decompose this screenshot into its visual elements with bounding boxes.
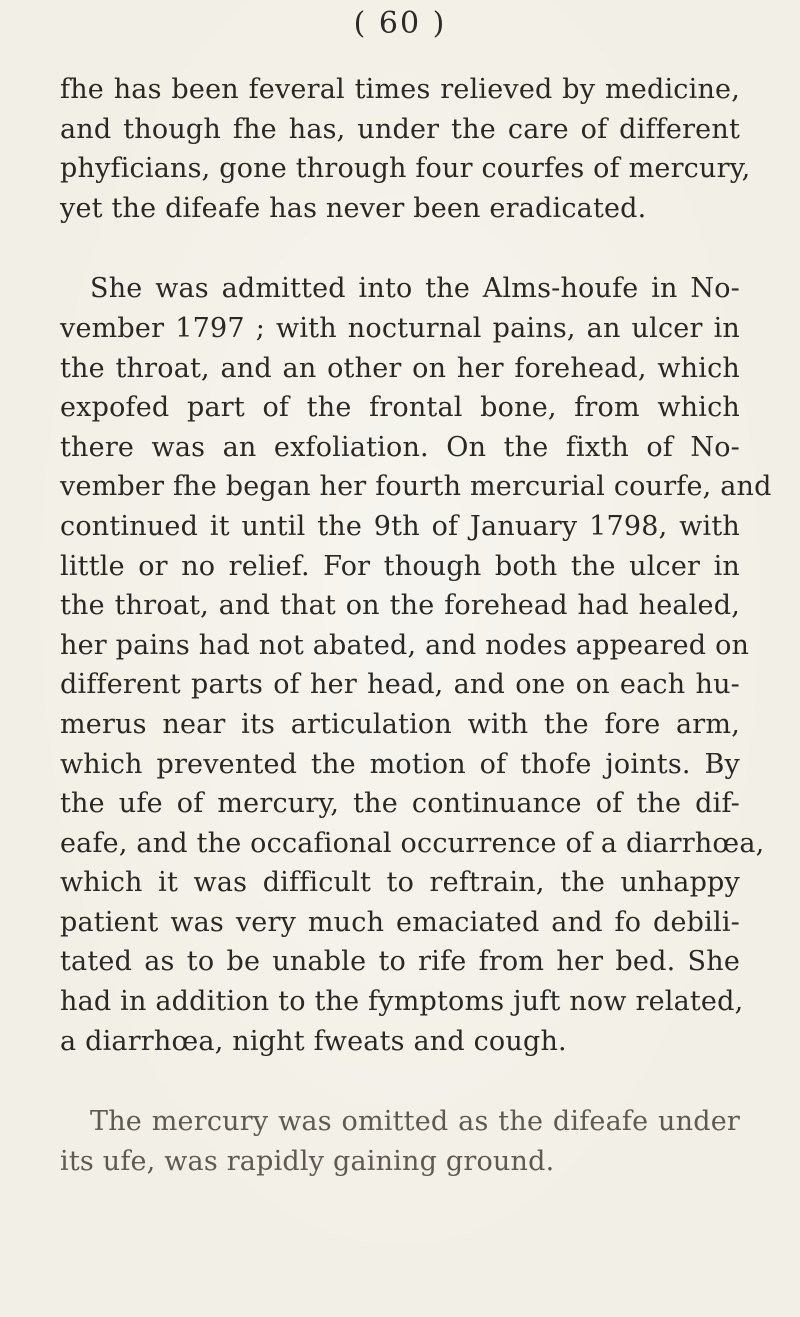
text-line: her pains had not abated, and nodes appeared on (60, 629, 750, 661)
text-line: the ufe of mercury, the continuance of the dif- (60, 788, 740, 820)
text-line: patient was very much emaciated and fo debili- (60, 906, 740, 938)
text-line: vember fhe began her fourth mercurial courfe, and (60, 471, 772, 503)
text-line: the throat, and that on the forehead had healed, (60, 590, 740, 622)
text-line: fhe has been feveral times relieved by medicine, (60, 74, 740, 105)
text-line: its ufe, was rapidly gaining ground. (60, 1145, 555, 1177)
paragraph-gap (60, 228, 740, 269)
text-line: which prevented the motion of thofe joints. By (60, 748, 740, 780)
text-line: yet the difeafe has never been eradicated. (60, 192, 647, 224)
text-line: and though fhe has, under the care of different (60, 113, 740, 145)
text-line: expofed part of the frontal bone, from which (60, 392, 740, 424)
text-line: continued it until the 9th of January 1798, with (60, 510, 740, 542)
text-line: The mercury was omitted as the difeafe under (90, 1106, 740, 1138)
paragraph-gap (60, 1061, 740, 1102)
text-line: the throat, and an other on her forehead, which (60, 352, 740, 384)
paragraph-1 (60, 70, 751, 228)
text-line: merus near its articulation with the fore arm, (60, 708, 740, 740)
text-line: there was an exfoliation. On the fixth of No- (60, 431, 740, 463)
body-text (60, 70, 772, 1181)
text-line: little or no relief. For though both the ulcer in (60, 550, 740, 582)
text-line: eafe, and the occafional occurrence of a diarrhœa, (60, 827, 765, 859)
text-line: phyficians, gone through four courfes of mercury, (60, 153, 751, 185)
text-line: vember 1797 ; with nocturnal pains, an ulcer in (60, 312, 740, 344)
paragraph-3 (60, 1102, 740, 1181)
text-line: had in addition to the fymptoms juft now related, (60, 986, 744, 1018)
text-line: tated as to be unable to rife from her bed. She (60, 946, 740, 978)
text-line: a diarrhœa, night fweats and cough. (60, 1025, 567, 1057)
text-line: which it was difficult to reftrain, the unhappy (60, 867, 740, 899)
paragraph-2 (60, 269, 772, 1061)
text-line: different parts of her head, and one on each hu- (60, 669, 740, 701)
page-number: ( 60 ) (353, 6, 447, 41)
text-line: She was admitted into the Alms-houfe in No- (90, 273, 740, 305)
